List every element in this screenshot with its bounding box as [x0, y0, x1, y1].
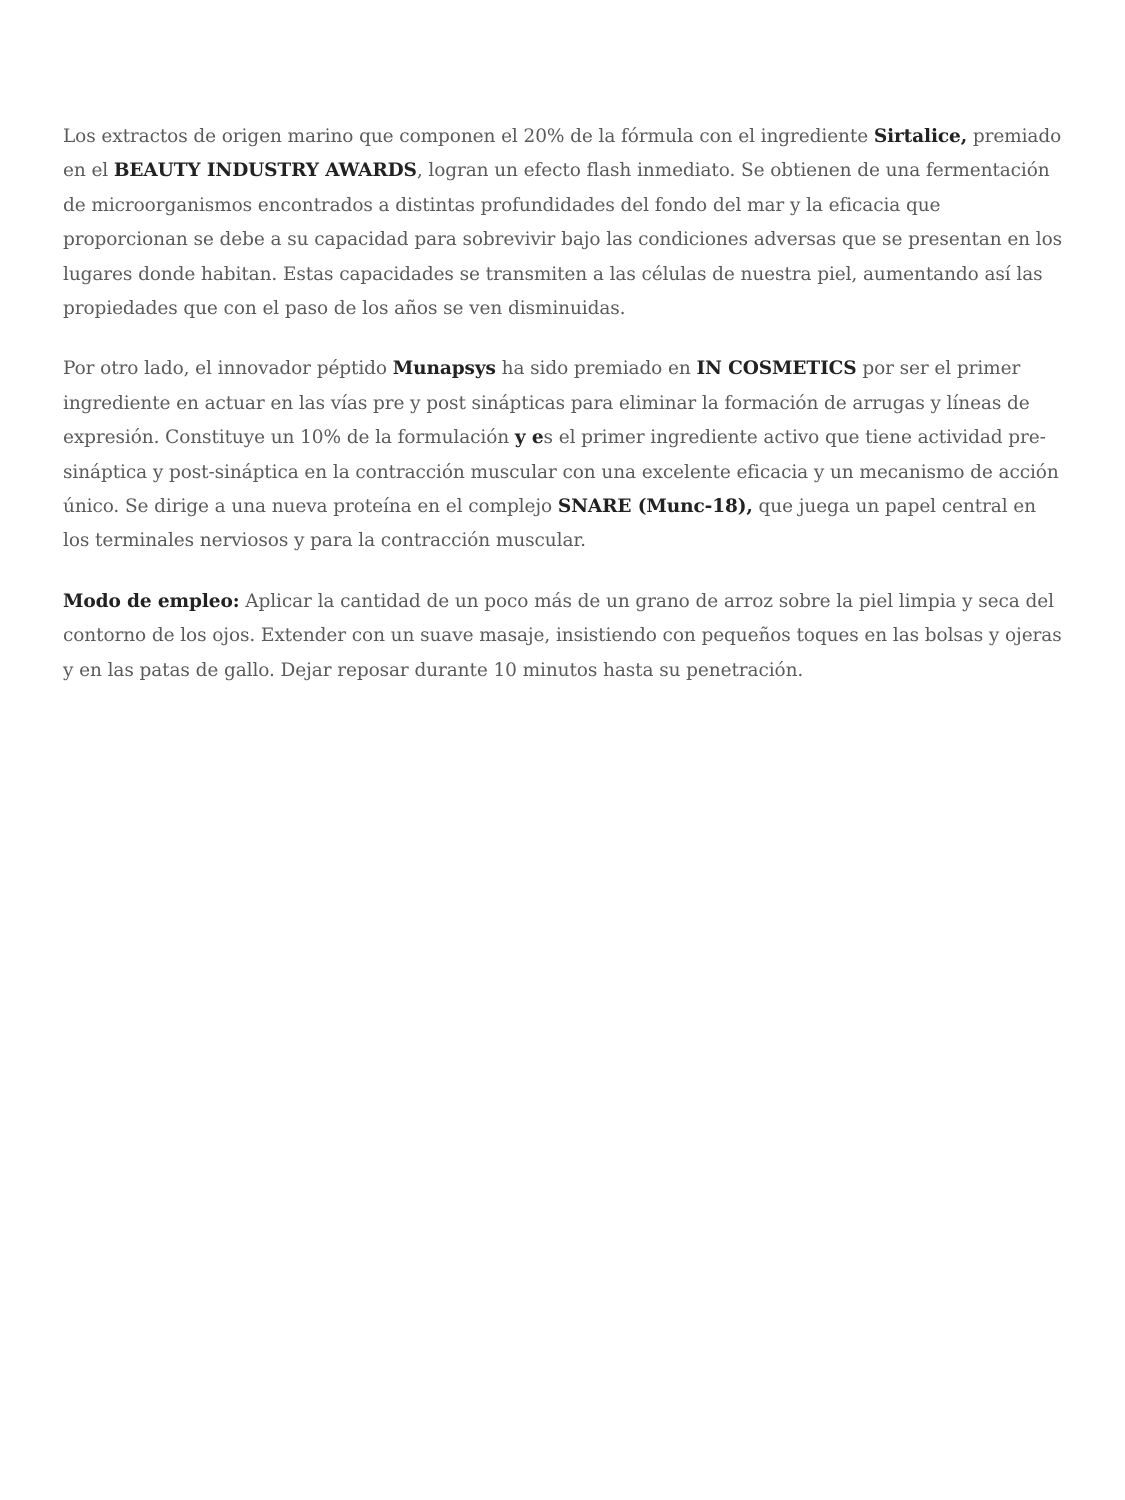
text-segment: ha sido premiado en — [495, 358, 697, 380]
article-body — [63, 120, 1063, 714]
paragraph-modo-de-empleo — [63, 585, 1063, 688]
text-segment: Los extractos de origen marino que componen el 20% de la fórmula con el ingrediente — [63, 126, 874, 147]
bold-in-cosmetics: IN COSMETICS — [696, 358, 857, 380]
text-segment: por ser el primer ingrediente en actuar en las vías pre y post sinápticas para eliminar la formación de arrugas y líneas de expresión. Constituye un 10% de la formulación — [63, 358, 1030, 449]
bold-beauty-industry-awards: BEAUTY INDUSTRY AWARDS — [113, 160, 417, 182]
text-segment: que juega un papel central en los terminales nerviosos y para la contracción muscular. — [63, 496, 1036, 552]
paragraph-munapsys — [63, 352, 1063, 558]
text-segment: Aplicar la cantidad de un poco más de un grano de arroz sobre la piel limpia y seca del contorno de los ojos. Extender con un suave masaje, insistiendo con pequeños toques en las bolsas y ojeras y en las patas de gallo. Dejar reposar durante 10 minutos hasta su penetración. — [63, 590, 1062, 681]
text-segment: , logran un efecto flash inmediato. Se obtienen de una fermentación de microorganismos encontrados a distintas profundidades del fondo del mar y la eficacia que proporcionan se debe a su capacidad para sobrevivir bajo las condiciones adversas que se presentan en los lugares donde habitan. Estas capacidades se transmiten a las células de nuestra piel, aumentando así las propiedades que con el paso de los años se ven disminuidas. — [63, 160, 1063, 320]
bold-sirtalice: Sirtalice, — [873, 126, 968, 147]
bold-snare: SNARE (Munc-18), — [557, 496, 753, 518]
bold-munapsys: Munapsys — [392, 358, 496, 380]
text-segment: premiado en el — [63, 126, 1062, 182]
text-segment: s el primer ingrediente activo que tiene actividad pre-sináptica y post-sináptica en la contracción muscular con una excelente eficacia y un mecanismo de acción único. Se dirige a una nueva proteína en el complejo — [63, 427, 1059, 518]
bold-modo-de-empleo: Modo de empleo: — [63, 590, 240, 612]
paragraph-ingredients-marine — [63, 120, 1063, 326]
bold-y-e: y e — [514, 427, 544, 449]
text-segment: Por otro lado, el innovador péptido — [63, 358, 393, 380]
